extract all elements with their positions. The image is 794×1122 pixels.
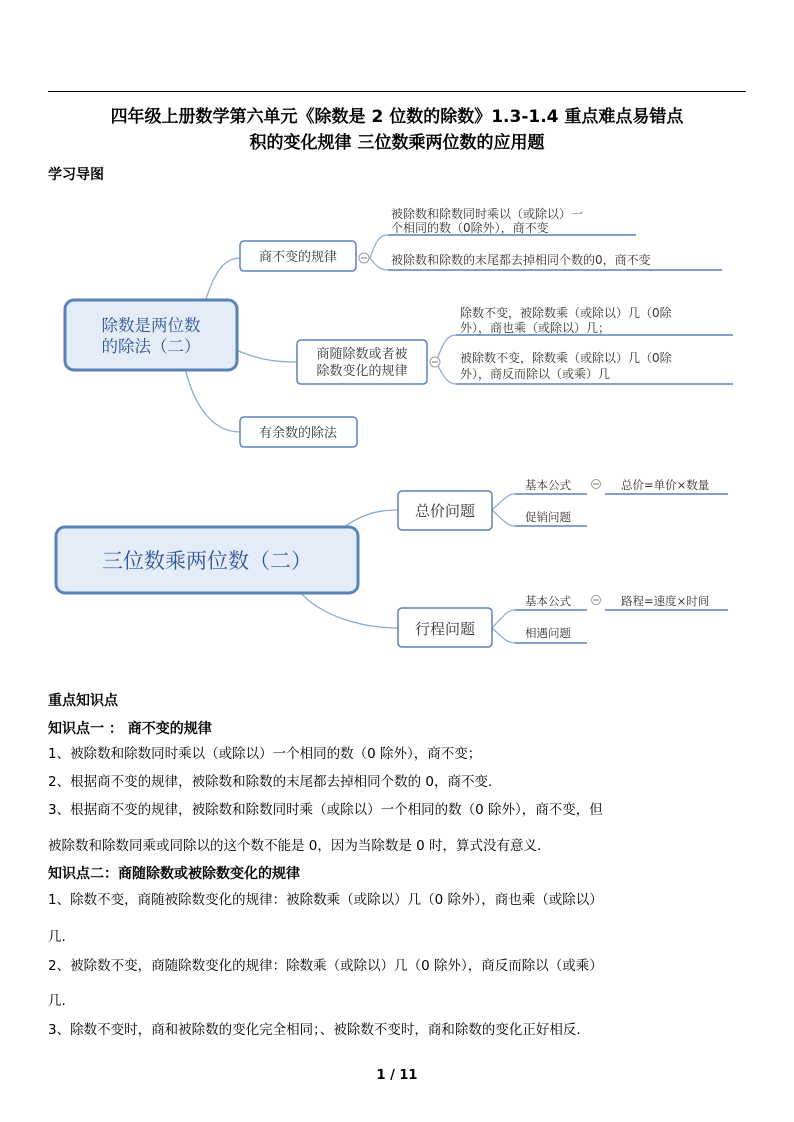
leaf-1-line2: 个相同的数（0除外），商不变 bbox=[391, 221, 549, 235]
kp2-item2-line1: 2、被除数不变，商随除数变化的规律：除数乘（或除以）几（0 除外），商反而除以（或乘） bbox=[48, 958, 603, 974]
center-node-2-label: 三位数乘两位数（二） bbox=[102, 549, 312, 573]
branch-travel-label: 行程问题 bbox=[414, 620, 476, 638]
connector bbox=[370, 235, 388, 258]
kp2-item2-line2: 几. bbox=[48, 993, 66, 1009]
travel-basic-formula: 基本公式 bbox=[525, 594, 571, 608]
kp2-item3: 3、除数不变时，商和被除数的变化完全相同；、被除数不变时，商和除数的变化正好相反. bbox=[48, 1022, 581, 1038]
page-number: 1 / 11 bbox=[376, 1068, 418, 1083]
branch-total-price-label: 总价问题 bbox=[414, 502, 476, 520]
connector bbox=[300, 592, 398, 628]
meeting-problem: 相遇问题 bbox=[525, 626, 571, 640]
connector bbox=[185, 368, 240, 432]
total-price-basic-formula: 基本公式 bbox=[525, 478, 571, 492]
map-section-label: 学习导图 bbox=[48, 167, 104, 183]
connector bbox=[205, 258, 240, 302]
kp1-item3-line1: 3、根据商不变的规律，被除数和除数同时乘（或除以）一个相同的数（0 除外），商不变，但 bbox=[48, 802, 603, 818]
branch-quotient-rule-label: 商不变的规律 bbox=[258, 250, 338, 265]
connector bbox=[370, 258, 388, 270]
connector bbox=[492, 628, 515, 643]
kp2-item1-line2: 几. bbox=[48, 929, 66, 945]
doc-title-line1: 四年级上册数学第六单元《除数是 2 位数的除数》1.3-1.4 重点难点易错点 bbox=[110, 107, 684, 127]
branch-quotient-change-line2: 除数变化的规律 bbox=[316, 364, 408, 379]
kp1-item1: 1、被除数和除数同时乘以（或除以）一个相同的数（0 除外），商不变； bbox=[48, 746, 482, 762]
kp1-item2: 2、根据商不变的规律，被除数和除数的末尾都去掉相同个数的 0，商不变. bbox=[48, 774, 493, 790]
connector bbox=[492, 510, 515, 526]
leaf-4-line2: 外），商反而除以（或乘）几 bbox=[460, 367, 611, 381]
leaf-2: 被除数和除数的末尾都去掉相同个数的0，商不变 bbox=[391, 253, 651, 267]
connector bbox=[492, 494, 515, 510]
connector bbox=[236, 350, 297, 362]
branch-quotient-change-line1: 商随除数或者被 bbox=[316, 347, 408, 362]
center-node-1[interactable] bbox=[65, 300, 237, 370]
center-node-1-line2: 的除法（二） bbox=[101, 337, 201, 356]
kp1-item3-line2: 被除数和除数同乘或同除以的这个数不能是 0，因为当除数是 0 时，算式没有意义. bbox=[48, 838, 542, 854]
total-price-formula: 总价=单价×数量 bbox=[621, 478, 710, 492]
promotion-problem: 促销问题 bbox=[525, 510, 571, 524]
leaf-3-line1: 除数不变，被除数乘（或除以）几（0除 bbox=[460, 306, 672, 320]
mindmap-1 bbox=[65, 206, 733, 447]
kp1-heading: 知识点一 ： 商不变的规律 bbox=[48, 721, 212, 737]
kp2-item1-line1: 1、除数不变，商随被除数变化的规律：被除数乘（或除以）几（0 除外），商也乘（或除以） bbox=[48, 892, 603, 908]
travel-formula: 路程=速度×时间 bbox=[621, 594, 710, 608]
center-node-1-line1: 除数是两位数 bbox=[101, 316, 201, 335]
key-points-heading: 重点知识点 bbox=[48, 693, 118, 709]
mindmap-2 bbox=[56, 478, 728, 647]
leaf-1-line1: 被除数和除数同时乘以（或除以）一 bbox=[391, 207, 584, 221]
leaf-3-line2: 外），商也乘（或除以）几； bbox=[460, 321, 611, 335]
kp2-heading: 知识点二：商随除数或被除数变化的规律 bbox=[48, 866, 300, 882]
branch-remainder-division-label: 有余数的除法 bbox=[258, 426, 338, 441]
doc-title-line2: 积的变化规律 三位数乘两位数的应用题 bbox=[249, 133, 545, 153]
leaf-4-line1: 被除数不变，除数乘（或除以）几（0除 bbox=[460, 351, 672, 365]
connector bbox=[492, 610, 515, 628]
connector bbox=[436, 335, 456, 362]
